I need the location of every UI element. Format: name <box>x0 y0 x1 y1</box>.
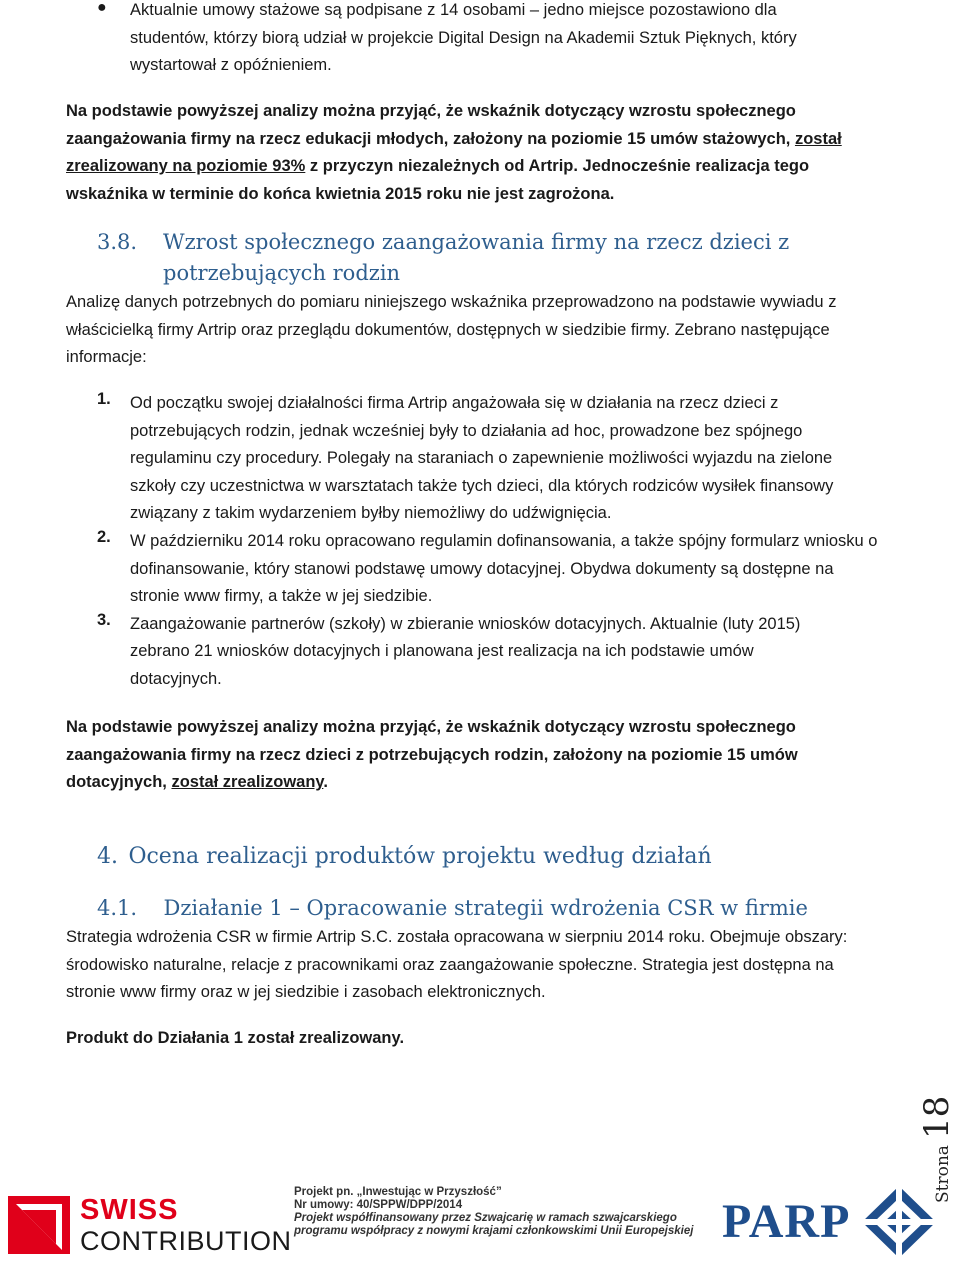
section-number: 3.8. <box>97 230 138 254</box>
section-4-1-text: Strategia wdrożenia CSR w firmie Artrip S.C. została opracowana w sierpniu 2014 roku. Obejmuje obszary: środowisko naturalne, relacje z pracownikami oraz zaangażowanie społeczne. Strategia jest dostępna na stronie www firmy oraz w jej siedzibie i zasobach elektronicznych. <box>66 928 848 1002</box>
section-heading-4 <box>97 842 857 872</box>
parp-logo-text: PARP <box>722 1195 851 1248</box>
section-number: 4. <box>97 844 118 869</box>
page-label: Strona <box>933 1145 953 1203</box>
section-title: Ocena realizacji produktów projektu według działań <box>128 844 712 869</box>
section-title: Działanie 1 – Opracowanie strategii wdrożenia CSR w firmie <box>163 896 808 920</box>
parp-logo-icon <box>860 1184 938 1260</box>
section-heading-3-8 <box>97 227 817 289</box>
section-number: 4.1. <box>97 896 138 920</box>
swiss-logo-line2: CONTRIBUTION <box>80 1226 292 1256</box>
numbered-list <box>0 390 960 694</box>
section-4-1-conclusion: Produkt do Działania 1 został zrealizowany. <box>66 1029 405 1047</box>
section-intro: Analizę danych potrzebnych do pomiaru niniejszego wskaźnika przeprowadzono na podstawie wywiadu z właścicielką firmy Artrip oraz przeglądu dokumentów, dostępnych w siedzibie firmy. Zebrano następujące informacje: <box>66 293 837 367</box>
footer <box>0 1180 960 1264</box>
swiss-logo-line1: SWISS <box>80 1194 179 1226</box>
list-item: 2. W październiku 2014 roku opracowano regulamin dofinansowania, a także spójny formularz wniosku o dofinansowanie, który stanowi podstawę umowy dotacyjnej. Obydwa dokumenty są dostępne na stronie www firmy, a także w jej siedzibie. <box>97 527 878 606</box>
section-heading-4-1 <box>97 893 857 924</box>
list-item: 1. Od początku swojej działalności firma Artrip angażowała się w działania na rzecz dzieci z potrzebujących rodzin, jednak wcześniej były to działania ad hoc, prowadzone bez spójnego regulaminu czy procedury. Polegały na staraniach o zapewnienie możliwości wyjazdu na zielone szkoły czy uczestnictwa w warsztatach także tych dzieci, dla których rodziców wysiłek finansowy związany z takim wydarzeniem byłby niemożliwy do udźwignięcia. <box>97 390 834 523</box>
project-info: Projekt pn. „Inwestując w Przyszłość” Nr umowy: 40/SPPW/DPP/2014 Projekt współfinansowany przez Szwajcarię w ramach szwajcarskiego programu współpracy z nowymi krajami członkowskimi Unii Europejskiej <box>294 1186 694 1237</box>
page-num: 18 <box>918 1095 954 1139</box>
bullet-list-item <box>0 0 960 80</box>
bullet-icon: ● <box>97 0 107 16</box>
summary-paragraph-1: Na podstawie powyższej analizy można przyjąć, że wskaźnik dotyczący wzrostu społecznego zaangażowania firmy na rzecz edukacji młodych, założony na poziomie 15 umów stażowych, został zrealizowany na poziomie 93% z przyczyn niezależnych od Artrip. Jednocześnie realizacja tego wskaźnika w terminie do końca kwietnia 2015 roku nie jest zagrożona. <box>66 102 842 203</box>
bullet-text: Aktualnie umowy stażowe są podpisane z 14 osobami – jedno miejsce pozostawiono dla studentów, którzy biorą udział w projekcie Digital Design na Akademii Sztuk Pięknych, który wystartował z opóźnieniem. <box>130 1 797 75</box>
swiss-logo-icon <box>8 1196 70 1254</box>
list-item: 3. Zaangażowanie partnerów (szkoły) w zbieranie wniosków dotacyjnych. Aktualnie (luty 2015) zebrano 21 wniosków dotacyjnych i planowana jest realizacja na ich podstawie umów dotacyjnych. <box>97 610 801 688</box>
parp-logo <box>722 1184 942 1260</box>
section-title: Wzrost społecznego zaangażowania firmy na rzecz dzieci z potrzebujących rodzin <box>163 230 790 285</box>
swiss-contribution-logo <box>8 1194 292 1256</box>
summary-paragraph-2: Na podstawie powyższej analizy można przyjąć, że wskaźnik dotyczący wzrostu społecznego zaangażowania firmy na rzecz dzieci z potrzebujących rodzin, założony na poziomie 15 umów dotacyjnych, został zrealizowany. <box>66 718 798 792</box>
